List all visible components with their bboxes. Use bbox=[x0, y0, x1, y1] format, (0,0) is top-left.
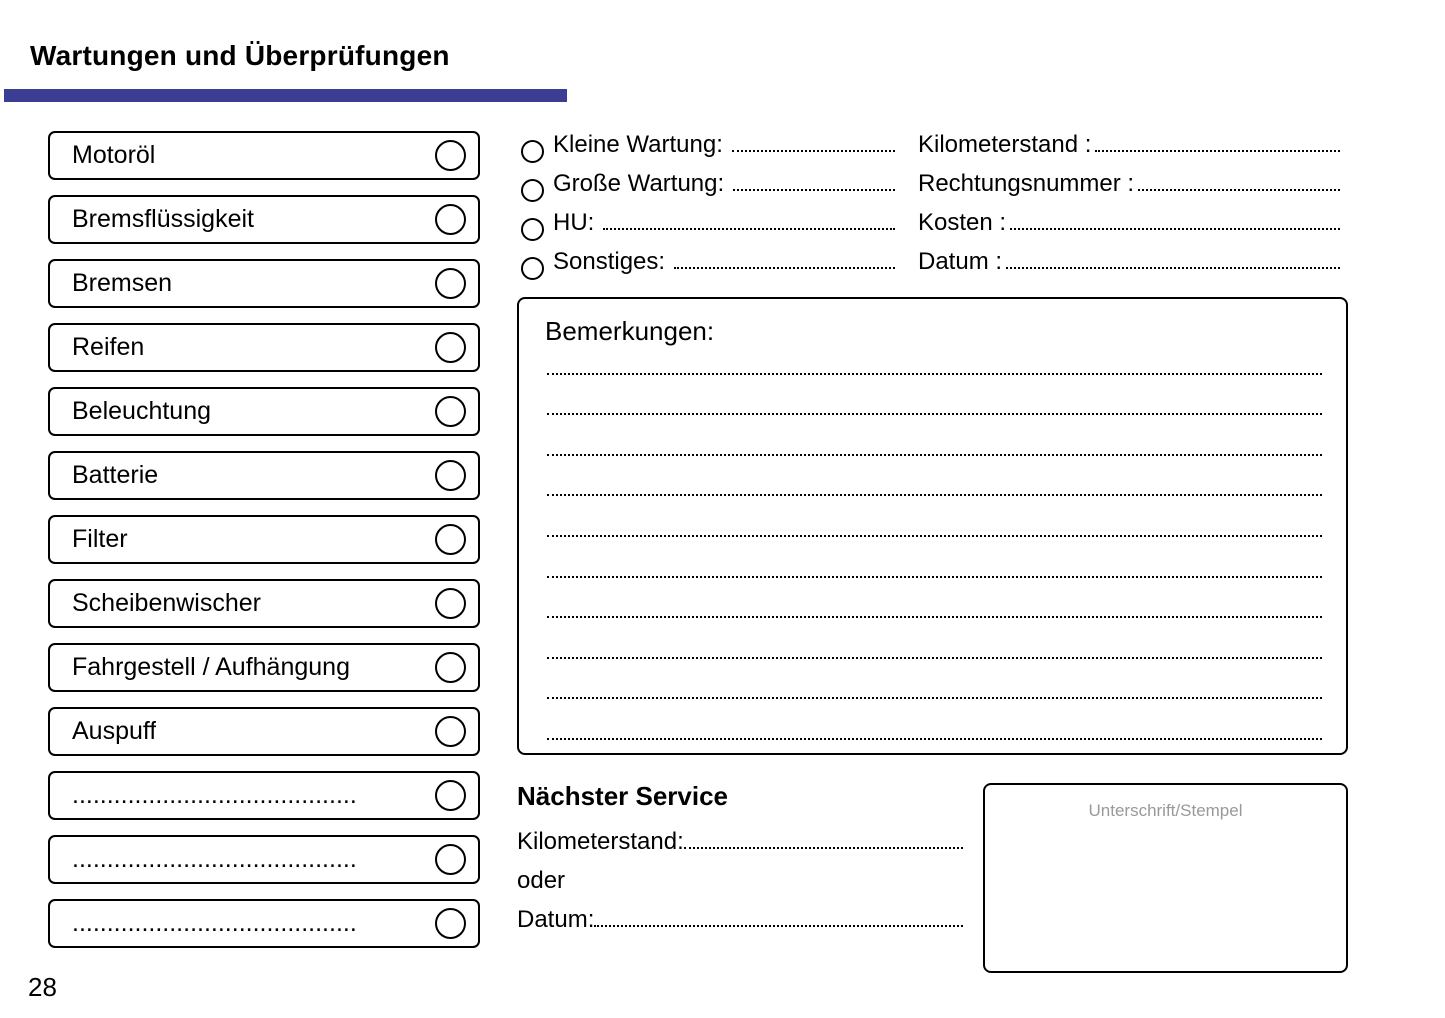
checkbox-circle[interactable] bbox=[435, 268, 466, 299]
checklist-item-label: Batterie bbox=[72, 461, 159, 489]
checklist-item bbox=[48, 707, 480, 756]
radio-circle[interactable] bbox=[521, 179, 544, 202]
service-option bbox=[521, 170, 895, 209]
service-option-label: Kleine Wartung: bbox=[553, 131, 723, 158]
checklist-item bbox=[48, 579, 480, 628]
fill-line[interactable] bbox=[1095, 148, 1340, 152]
invoice-field bbox=[918, 209, 1340, 248]
checkbox-circle[interactable] bbox=[435, 396, 466, 427]
signature-box[interactable] bbox=[983, 783, 1348, 973]
checklist-item bbox=[48, 515, 480, 564]
checklist-item-label: Reifen bbox=[72, 333, 145, 361]
next-service-km-label: Kilometerstand: bbox=[517, 828, 684, 855]
checklist-item-label: Fahrgestell / Aufhängung bbox=[72, 653, 350, 681]
invoice-field-label: Datum : bbox=[918, 248, 1003, 275]
fill-line[interactable] bbox=[594, 923, 963, 927]
invoice-fields bbox=[918, 131, 1340, 287]
next-service-or bbox=[517, 867, 963, 906]
checklist-item bbox=[48, 451, 480, 500]
next-service-date-field bbox=[517, 906, 963, 945]
service-option bbox=[521, 131, 895, 170]
service-option bbox=[521, 248, 895, 287]
checklist-item bbox=[48, 259, 480, 308]
service-option-label: Große Wartung: bbox=[553, 170, 725, 197]
checkbox-circle[interactable] bbox=[435, 908, 466, 939]
remarks-box bbox=[517, 297, 1348, 755]
page-title: Wartungen und Überprüfungen bbox=[30, 40, 450, 71]
checklist-item bbox=[48, 195, 480, 244]
checkbox-circle[interactable] bbox=[435, 332, 466, 363]
checkbox-circle[interactable] bbox=[435, 140, 466, 171]
remarks-line[interactable] bbox=[547, 659, 1322, 700]
remarks-title: Bemerkungen: bbox=[545, 316, 715, 346]
checklist-item bbox=[48, 131, 480, 180]
radio-circle[interactable] bbox=[521, 257, 544, 280]
checkbox-circle[interactable] bbox=[435, 204, 466, 235]
next-service-section bbox=[517, 781, 963, 945]
invoice-field bbox=[918, 170, 1340, 209]
checklist-item-label: Bremsflüssigkeit bbox=[72, 205, 254, 233]
invoice-field-label: Rechtungsnummer : bbox=[918, 170, 1135, 197]
remarks-line[interactable] bbox=[547, 699, 1322, 740]
fill-line[interactable] bbox=[1138, 187, 1340, 191]
service-option-label: Sonstiges: bbox=[553, 248, 666, 275]
invoice-field-label: Kosten : bbox=[918, 209, 1007, 236]
next-service-date-label: Datum: bbox=[517, 906, 595, 933]
checkbox-circle[interactable] bbox=[435, 588, 466, 619]
checklist-item-blank bbox=[48, 835, 480, 884]
checkbox-circle[interactable] bbox=[435, 780, 466, 811]
maintenance-checklist bbox=[48, 131, 480, 948]
checklist-item-label: Scheibenwischer bbox=[72, 589, 261, 617]
next-service-km-field bbox=[517, 828, 963, 867]
checkbox-circle[interactable] bbox=[435, 844, 466, 875]
checklist-item-label: Auspuff bbox=[72, 717, 157, 745]
checklist-item-label: ......................................... bbox=[72, 909, 357, 937]
signature-label: Unterschrift/Stempel bbox=[1088, 801, 1243, 820]
fill-line[interactable] bbox=[684, 845, 963, 849]
fill-line[interactable] bbox=[1010, 226, 1340, 230]
remarks-line[interactable] bbox=[547, 456, 1322, 497]
title-underline bbox=[4, 89, 567, 102]
checklist-item bbox=[48, 387, 480, 436]
checklist-item-label: ......................................... bbox=[72, 845, 357, 873]
invoice-field-label: Kilometerstand : bbox=[918, 131, 1092, 158]
checklist-item-label: Filter bbox=[72, 525, 128, 553]
remarks-line[interactable] bbox=[547, 537, 1322, 578]
remarks-line[interactable] bbox=[547, 618, 1322, 659]
fill-line[interactable] bbox=[1006, 265, 1340, 269]
service-option-label: HU: bbox=[553, 209, 595, 236]
fill-line[interactable] bbox=[674, 265, 895, 269]
checklist-item-label: Bremsen bbox=[72, 269, 173, 297]
remarks-line[interactable] bbox=[547, 334, 1322, 375]
checklist-item-label: Beleuchtung bbox=[72, 397, 212, 425]
fill-line[interactable] bbox=[732, 148, 895, 152]
remarks-line[interactable] bbox=[547, 415, 1322, 456]
checkbox-circle[interactable] bbox=[435, 524, 466, 555]
checklist-item bbox=[48, 643, 480, 692]
next-service-title: Nächster Service bbox=[517, 781, 729, 811]
checklist-item-label: ......................................... bbox=[72, 781, 357, 809]
fill-line[interactable] bbox=[733, 187, 895, 191]
remarks-line[interactable] bbox=[547, 375, 1322, 416]
checklist-item-label: Motoröl bbox=[72, 141, 156, 169]
checklist-item-blank bbox=[48, 771, 480, 820]
service-option bbox=[521, 209, 895, 248]
checkbox-circle[interactable] bbox=[435, 460, 466, 491]
invoice-field bbox=[918, 248, 1340, 287]
invoice-field bbox=[918, 131, 1340, 170]
remarks-line[interactable] bbox=[547, 496, 1322, 537]
radio-circle[interactable] bbox=[521, 140, 544, 163]
remarks-lines bbox=[547, 334, 1322, 740]
checklist-item-blank bbox=[48, 899, 480, 948]
checklist-item bbox=[48, 323, 480, 372]
remarks-line[interactable] bbox=[547, 578, 1322, 619]
next-service-or-label: oder bbox=[517, 867, 566, 894]
fill-line[interactable] bbox=[603, 226, 895, 230]
checkbox-circle[interactable] bbox=[435, 716, 466, 747]
radio-circle[interactable] bbox=[521, 218, 544, 241]
page-number: 28 bbox=[28, 972, 57, 1002]
service-type-options bbox=[521, 131, 895, 287]
checkbox-circle[interactable] bbox=[435, 652, 466, 683]
